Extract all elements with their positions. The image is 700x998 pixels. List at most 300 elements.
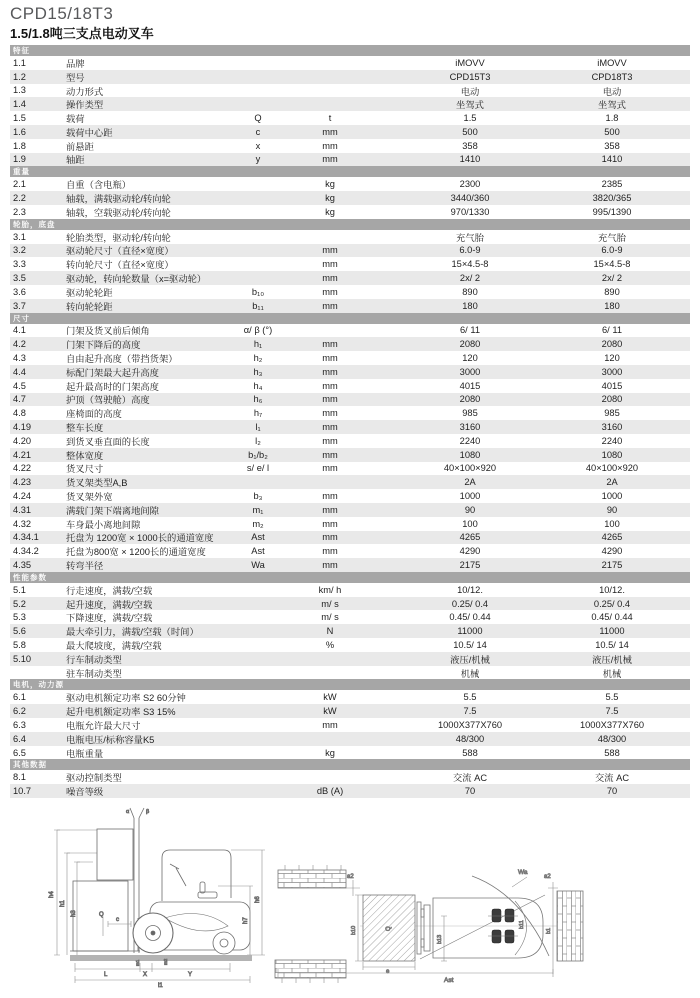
section-header: 电机，动力源 xyxy=(10,679,690,690)
row-label: 驱动轮尺寸（直径×宽度） xyxy=(66,246,174,257)
forklift-drawing xyxy=(0,806,700,993)
table-row xyxy=(10,770,690,784)
row-value-cpd15t3: 1000X377X760 xyxy=(437,719,503,730)
row-index: 4.3 xyxy=(13,353,26,364)
row-label: 到货叉垂直面的长度 xyxy=(66,436,150,447)
carriage-bar-2 xyxy=(424,905,430,951)
row-value-cpd15t3: 坐驾式 xyxy=(456,100,484,111)
carriage-bar-1 xyxy=(417,902,421,954)
row-value-cpd15t3: 交流 AC xyxy=(452,773,488,784)
row-symbol: h₇ xyxy=(253,408,263,419)
row-unit: mm xyxy=(322,504,338,515)
row-label: 下降速度，满载/空载 xyxy=(66,613,153,624)
row-value-cpd15t3: 180 xyxy=(462,300,478,311)
row-unit: mm xyxy=(322,491,338,501)
row-value-cpd15t3: 358 xyxy=(462,140,478,151)
table-row xyxy=(10,638,690,652)
row-value-cpd15t3: 5.5 xyxy=(463,692,477,703)
dim-h3-label: h3 xyxy=(71,910,77,917)
row-symbol: h₆ xyxy=(253,394,263,405)
row-value-cpd18t3: 120 xyxy=(604,353,620,364)
row-value-cpd15t3: 2x/ 2 xyxy=(459,273,481,284)
dim-L-label: L xyxy=(104,972,108,978)
page-subtitle: 1.5/1.8吨三支点电动叉车 xyxy=(10,26,154,41)
row-value-cpd15t3: 机械 xyxy=(460,668,480,679)
row-unit: mm xyxy=(322,353,338,364)
table-row xyxy=(10,517,690,531)
row-index: 4.21 xyxy=(13,449,32,460)
row-value-cpd18t3: 5.5 xyxy=(605,692,619,703)
row-label: 起升最高时的门架高度 xyxy=(66,381,159,392)
row-value-cpd18t3: 2080 xyxy=(601,339,623,350)
row-index: 5.2 xyxy=(13,598,26,609)
row-unit: mm xyxy=(322,286,338,297)
table-row xyxy=(10,379,690,393)
section-header: 尺寸 xyxy=(10,313,690,324)
table-row xyxy=(10,558,690,572)
row-value-cpd18t3: 985 xyxy=(604,408,620,419)
table-row xyxy=(10,56,690,70)
row-label: 门架下降后的高度 xyxy=(66,340,141,351)
top-view xyxy=(275,865,583,984)
row-label: 操作类型 xyxy=(66,100,104,111)
row-symbol: Wa xyxy=(251,559,265,570)
table-row xyxy=(10,704,690,718)
row-symbol: α/ β (°) xyxy=(243,325,273,336)
row-index: 1.6 xyxy=(13,126,26,137)
row-value-cpd15t3: 11000 xyxy=(457,626,483,637)
row-label: 货叉架类型A,B xyxy=(66,478,128,489)
table-row xyxy=(10,324,690,338)
row-value-cpd15t3: 2A xyxy=(464,477,476,488)
table-row xyxy=(10,393,690,407)
row-index: 1.2 xyxy=(13,71,26,82)
row-index: 4.4 xyxy=(13,366,26,377)
row-value-cpd15t3: 90 xyxy=(464,504,476,515)
row-value-cpd15t3: 3160 xyxy=(459,422,481,433)
row-value-cpd15t3: 500 xyxy=(462,126,478,137)
dim-h7-label: h7 xyxy=(243,917,249,924)
seat-back xyxy=(200,882,205,893)
row-value-cpd15t3: 2175 xyxy=(459,559,481,570)
table-row xyxy=(10,544,690,558)
row-value-cpd18t3: 2A xyxy=(606,477,618,488)
table-row xyxy=(10,191,690,205)
row-value-cpd15t3: 3000 xyxy=(459,366,481,377)
row-value-cpd18t3: 7.5 xyxy=(605,706,619,717)
row-label: 驻车制动类型 xyxy=(66,668,122,679)
row-index: 4.23 xyxy=(13,477,32,488)
row-value-cpd18t3: 1410 xyxy=(601,154,623,165)
page-title: CPD15/18T3 xyxy=(10,4,114,23)
row-value-cpd18t3: 0.25/ 0.4 xyxy=(593,598,631,609)
row-unit: mm xyxy=(322,126,338,137)
table-row xyxy=(10,784,690,798)
row-label: 护顶（驾驶舱）高度 xyxy=(66,395,150,406)
row-value-cpd18t3: 交流 AC xyxy=(594,773,630,784)
row-value-cpd15t3: 4290 xyxy=(459,546,481,557)
row-index: 5.3 xyxy=(13,612,26,623)
row-label: 品牌 xyxy=(66,58,85,69)
row-value-cpd18t3: 2175 xyxy=(601,559,623,570)
row-symbol: h₂ xyxy=(253,353,263,364)
row-index: 6.3 xyxy=(13,719,26,730)
row-symbol: c xyxy=(255,126,261,137)
dim-wa-label: Wa xyxy=(518,869,528,876)
spec-table xyxy=(10,45,690,798)
row-unit: kg xyxy=(325,747,335,758)
row-value-cpd15t3: CPD15T3 xyxy=(449,71,491,82)
row-value-cpd15t3: 1080 xyxy=(459,449,481,460)
section-header: 轮胎，底盘 xyxy=(10,219,690,230)
row-value-cpd15t3: 2080 xyxy=(459,394,481,405)
row-value-cpd18t3: 15×4.5-8 xyxy=(593,259,631,270)
row-value-cpd15t3: 充气胎 xyxy=(456,232,484,243)
table-row xyxy=(10,503,690,517)
row-value-cpd18t3: 995/1390 xyxy=(592,206,632,217)
row-unit: mm xyxy=(322,245,338,256)
front-axle xyxy=(151,931,155,935)
row-index: 6.5 xyxy=(13,747,26,758)
dim-ast-label: Ast xyxy=(444,977,454,984)
row-unit: N xyxy=(326,626,334,637)
table-row xyxy=(10,337,690,351)
row-value-cpd18t3: 890 xyxy=(604,286,620,297)
row-value-cpd18t3: 10/12. xyxy=(599,584,625,595)
row-index: 4.2 xyxy=(13,339,26,350)
row-label: 噪音等级 xyxy=(66,787,104,798)
row-unit: kg xyxy=(325,193,335,204)
row-value-cpd15t3: 70 xyxy=(464,786,476,797)
row-label: 轴距 xyxy=(66,155,85,166)
table-row xyxy=(10,244,690,258)
row-value-cpd15t3: 985 xyxy=(462,408,478,419)
wall-right xyxy=(557,891,583,961)
row-index: 5.10 xyxy=(13,653,32,664)
wall-ticks-bottom xyxy=(282,978,338,983)
row-symbol: m₁ xyxy=(252,504,264,515)
row-symbol: Ast xyxy=(251,532,265,543)
row-label: 转向轮尺寸（直径×宽度） xyxy=(66,260,174,271)
row-value-cpd18t3: 机械 xyxy=(602,668,622,679)
row-unit: mm xyxy=(322,408,338,419)
row-value-cpd18t3: 70 xyxy=(606,786,618,797)
overhead-guard xyxy=(162,850,231,901)
row-unit: kW xyxy=(323,692,337,703)
row-unit: dB (A) xyxy=(316,786,344,797)
dim-b1-label: b1 xyxy=(546,927,552,934)
row-unit: mm xyxy=(322,339,338,350)
row-index: 1.1 xyxy=(13,57,26,68)
section-header: 其他数据 xyxy=(10,759,690,770)
row-label: 行车制动类型 xyxy=(66,654,122,665)
row-unit: mm xyxy=(322,140,338,151)
row-index: 3.6 xyxy=(13,286,26,297)
row-value-cpd18t3: 1080 xyxy=(601,449,623,460)
row-label: 座椅面的高度 xyxy=(66,409,122,420)
row-unit: mm xyxy=(322,259,338,270)
row-unit: km/ h xyxy=(318,584,342,595)
row-symbol: l₂ xyxy=(255,435,261,446)
row-index: 4.32 xyxy=(13,518,32,529)
row-value-cpd18t3: 1000X377X760 xyxy=(579,719,645,730)
table-row xyxy=(10,97,690,111)
table-row xyxy=(10,285,690,299)
row-value-cpd15t3: 48/300 xyxy=(455,733,485,744)
row-label: 自由起升高度（带挡货架） xyxy=(66,354,178,365)
row-value-cpd15t3: 电动 xyxy=(460,86,480,97)
table-row xyxy=(10,351,690,365)
row-index: 1.8 xyxy=(13,140,26,151)
row-unit: kg xyxy=(325,179,335,190)
row-unit: mm xyxy=(322,435,338,446)
row-index: 1.5 xyxy=(13,113,26,124)
table-row xyxy=(10,597,690,611)
table-row xyxy=(10,420,690,434)
table-row xyxy=(10,475,690,489)
row-symbol: b₁₀ xyxy=(251,286,265,297)
row-symbol: Q xyxy=(254,113,262,124)
table-row xyxy=(10,531,690,545)
row-value-cpd15t3: 890 xyxy=(462,286,478,297)
steering-column xyxy=(170,864,186,886)
table-row xyxy=(10,610,690,624)
row-value-cpd18t3: 40×100×920 xyxy=(585,463,639,474)
row-value-cpd15t3: 0.45/ 0.44 xyxy=(449,612,491,623)
table-row xyxy=(10,70,690,84)
row-label: 门架及货叉前后倾角 xyxy=(66,326,150,337)
row-value-cpd15t3: 1.5 xyxy=(463,113,477,124)
row-label: 电瓶电压/标称容量K5 xyxy=(66,734,155,745)
row-index: 6.4 xyxy=(13,733,26,744)
table-row xyxy=(10,583,690,597)
pallet-q-label: Q xyxy=(386,926,392,931)
side-view xyxy=(49,808,265,989)
section-header: 重量 xyxy=(10,166,690,177)
row-unit: mm xyxy=(322,273,338,284)
row-unit: % xyxy=(325,639,335,650)
table-row xyxy=(10,462,690,476)
row-value-cpd15t3: 1410 xyxy=(459,154,481,165)
row-unit: mm xyxy=(322,422,338,433)
row-value-cpd15t3: 10.5/ 14 xyxy=(453,639,487,650)
row-index: 4.34.2 xyxy=(13,546,39,557)
table-row xyxy=(10,271,690,285)
row-label: 托盘为800宽 × 1200长的通道宽度 xyxy=(66,547,206,558)
row-label: 起升电机额定功率 S3 15% xyxy=(66,707,176,718)
row-unit: mm xyxy=(322,449,338,460)
row-unit: mm xyxy=(322,380,338,391)
row-unit: mm xyxy=(322,518,338,529)
row-value-cpd18t3: CPD18T3 xyxy=(591,71,633,82)
row-label: 货叉尺寸 xyxy=(66,464,104,475)
row-value-cpd15t3: 40×100×920 xyxy=(443,463,497,474)
row-label: 前悬距 xyxy=(66,141,94,152)
row-unit: m/ s xyxy=(321,598,339,609)
row-unit: mm xyxy=(322,300,338,311)
row-value-cpd18t3: 100 xyxy=(604,518,620,529)
row-value-cpd18t3: 3160 xyxy=(601,422,623,433)
row-symbol: h₄ xyxy=(253,380,263,391)
row-label: 电瓶允许最大尺寸 xyxy=(66,720,141,731)
wall-top-left xyxy=(278,870,346,888)
row-unit: kg xyxy=(325,206,335,217)
row-label: 轮胎类型，驱动轮/转向轮 xyxy=(66,232,171,243)
table-row xyxy=(10,690,690,704)
row-value-cpd18t3: iMOVV xyxy=(597,57,627,68)
dim-l1-label: l1 xyxy=(158,983,163,989)
wall-bottom-left xyxy=(275,960,346,978)
row-label: 托盘为 1200宽 × 1000长的通道宽度 xyxy=(66,533,214,544)
row-label: 驱动电机额定功率 S2 60分钟 xyxy=(66,693,186,704)
row-index: 5.8 xyxy=(13,639,26,650)
table-row xyxy=(10,84,690,98)
table-row xyxy=(10,125,690,139)
row-value-cpd18t3: 48/300 xyxy=(597,733,627,744)
dim-a2-right-label: a2 xyxy=(544,874,551,880)
row-label: 驱动控制类型 xyxy=(66,773,122,784)
table-row xyxy=(10,230,690,244)
row-index: 4.19 xyxy=(13,422,32,433)
dim-h4-label: h4 xyxy=(49,891,55,898)
row-label: 起升速度，满载/空载 xyxy=(66,599,153,610)
table-row xyxy=(10,257,690,271)
row-index: 6.1 xyxy=(13,692,26,703)
row-index: 10.7 xyxy=(13,786,32,797)
row-value-cpd15t3: 3440/360 xyxy=(450,193,490,204)
row-value-cpd18t3: 2240 xyxy=(601,435,623,446)
row-value-cpd18t3: 1.8 xyxy=(605,113,619,124)
row-value-cpd18t3: 电动 xyxy=(602,86,622,97)
row-value-cpd18t3: 2x/ 2 xyxy=(601,273,623,284)
row-index: 8.1 xyxy=(13,772,26,783)
row-unit: t xyxy=(328,113,332,124)
row-index: 1.3 xyxy=(13,85,26,96)
row-value-cpd15t3: 4265 xyxy=(459,532,481,543)
row-label: 最大牵引力，满载/空载（时间） xyxy=(66,627,199,638)
table-row xyxy=(10,448,690,462)
forks xyxy=(70,918,140,951)
row-symbol: b₁₁ xyxy=(252,300,264,311)
table-row xyxy=(10,153,690,167)
dim-alpha-label: α xyxy=(126,809,130,815)
ground xyxy=(70,955,252,961)
row-label: 载荷 xyxy=(66,114,85,125)
table-row xyxy=(10,205,690,219)
row-unit: m/ s xyxy=(321,612,339,623)
row-value-cpd18t3: 180 xyxy=(604,300,620,311)
dim-beta-label: β xyxy=(146,809,150,815)
dim-e-label: e xyxy=(386,969,390,975)
row-index: 5.6 xyxy=(13,626,26,637)
dim-h6-label: h6 xyxy=(255,896,261,903)
row-label: 货叉架外宽 xyxy=(66,492,113,503)
row-value-cpd18t3: 4265 xyxy=(601,532,623,543)
row-index: 3.3 xyxy=(13,259,26,270)
row-value-cpd15t3: 6.0-9 xyxy=(459,245,481,256)
table-row xyxy=(10,624,690,638)
row-value-cpd15t3: 6/ 11 xyxy=(460,325,480,336)
table-row xyxy=(10,299,690,313)
row-index: 4.5 xyxy=(13,380,26,391)
row-label: 整车长度 xyxy=(66,423,104,434)
row-label: 轴载，满载驱动轮/转向轮 xyxy=(66,194,171,205)
table-row xyxy=(10,732,690,746)
table-row xyxy=(10,666,690,680)
row-index: 6.2 xyxy=(13,706,26,717)
dim-Y-label: Y xyxy=(188,972,193,978)
row-unit: kW xyxy=(323,706,337,717)
row-value-cpd15t3: 10/12. xyxy=(457,584,483,595)
table-row xyxy=(10,434,690,448)
table-row xyxy=(10,111,690,125)
dim-q-label: Q xyxy=(99,912,104,918)
row-symbol: Ast xyxy=(251,546,265,557)
table-row xyxy=(10,489,690,503)
row-value-cpd15t3: 15×4.5-8 xyxy=(451,259,489,270)
row-value-cpd15t3: 588 xyxy=(462,747,478,758)
dim-h1-label: h1 xyxy=(60,900,66,907)
row-label: 轴载，空载驱动轮/转向轮 xyxy=(66,207,171,218)
row-label: 驱动轮，转向轮数量（x=驱动轮） xyxy=(66,274,207,285)
wall-ticks-top xyxy=(285,865,341,870)
row-value-cpd15t3: 7.5 xyxy=(463,706,477,717)
row-value-cpd15t3: 2240 xyxy=(459,435,481,446)
row-unit: mm xyxy=(322,394,338,405)
carriage-latch-2 xyxy=(421,939,424,947)
row-unit: mm xyxy=(322,463,338,474)
row-symbol: l₁ xyxy=(255,422,261,433)
row-label: 车身最小离地间隙 xyxy=(66,519,141,530)
dim-b10-label: b10 xyxy=(351,925,357,935)
dimension-diagrams xyxy=(0,806,700,993)
row-symbol: h₃ xyxy=(253,366,263,377)
table-row xyxy=(10,746,690,760)
row-symbol: y xyxy=(255,154,261,165)
row-index: 4.24 xyxy=(13,491,32,501)
row-value-cpd18t3: 充气胎 xyxy=(598,232,626,243)
dim-X-label: X xyxy=(143,972,148,978)
row-unit: mm xyxy=(322,366,338,377)
row-value-cpd18t3: 90 xyxy=(606,504,618,515)
row-label: 最大爬坡度，满载/空载 xyxy=(66,640,162,651)
section-header: 特征 xyxy=(10,45,690,56)
row-symbol: h₁ xyxy=(253,339,263,350)
table-row xyxy=(10,406,690,420)
row-value-cpd18t3: 358 xyxy=(604,140,620,151)
row-value-cpd15t3: 4015 xyxy=(459,380,481,391)
row-index: 3.7 xyxy=(13,300,26,311)
table-row xyxy=(10,718,690,732)
row-value-cpd18t3: 0.45/ 0.44 xyxy=(591,612,633,623)
row-index: 4.8 xyxy=(13,408,26,419)
dim-c-label: c xyxy=(116,917,119,923)
dim-m2-label: m2 xyxy=(163,958,168,965)
row-label: 电瓶重量 xyxy=(66,748,104,759)
row-value-cpd18t3: 500 xyxy=(604,126,620,137)
row-index: 4.34.1 xyxy=(13,532,39,543)
row-value-cpd18t3: 3000 xyxy=(601,366,623,377)
row-value-cpd18t3: 液压/机械 xyxy=(592,654,632,665)
row-unit: mm xyxy=(322,154,338,165)
table-row xyxy=(10,177,690,191)
row-value-cpd18t3: 11000 xyxy=(599,626,625,637)
table-row xyxy=(10,652,690,666)
row-index: 1.9 xyxy=(13,154,26,165)
row-index: 2.3 xyxy=(13,206,26,217)
row-value-cpd18t3: 1000 xyxy=(601,491,623,501)
row-index: 4.31 xyxy=(13,504,32,515)
